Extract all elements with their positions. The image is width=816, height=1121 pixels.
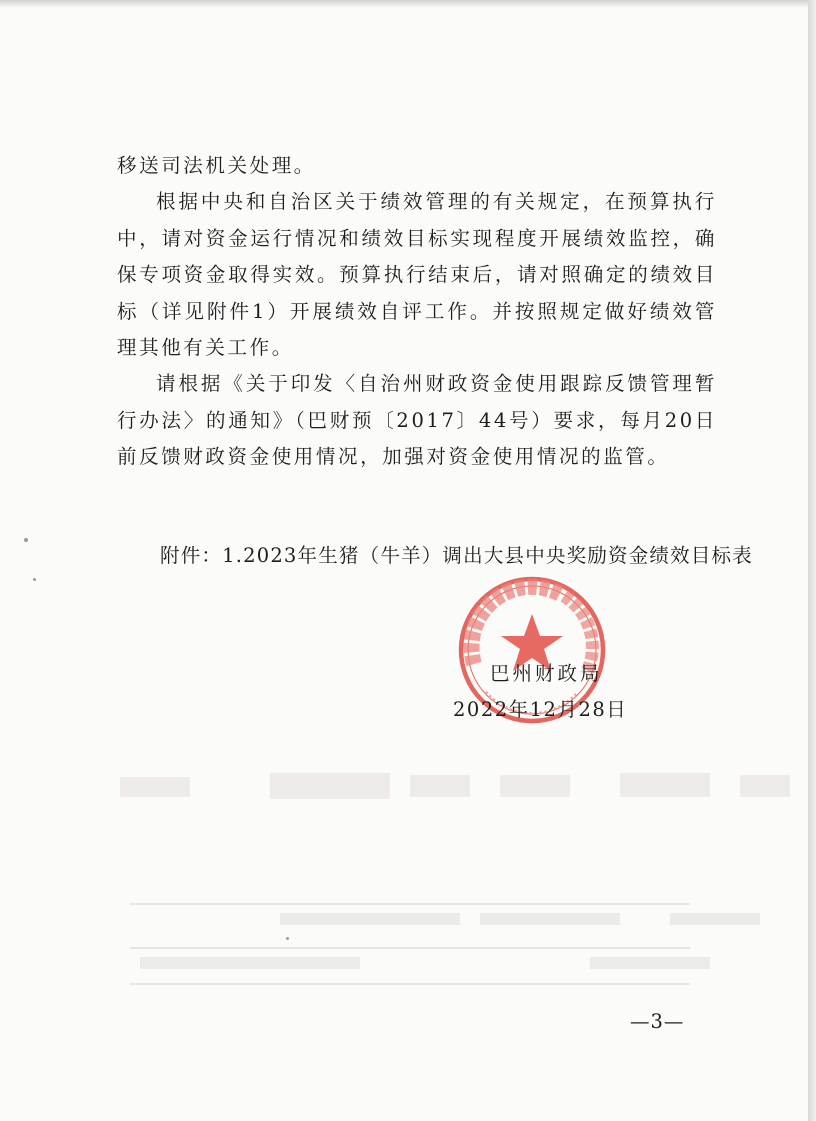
document-body: [117, 148, 717, 476]
scan-speck: [33, 578, 36, 581]
issue-date: 2022年12月28日: [453, 698, 628, 721]
bleed-through-background: [110, 755, 790, 1015]
paragraph-2: 根据中央和自治区关于绩效管理的有关规定，在预算执行中，请对资金运行情况和绩效目标实现程度开展绩效监控，确保专项资金取得实效。预算执行结束后，请对照确定的绩效目标（详见附件1）开展绩效自评工作。并按照规定做好绩效管理其他有关工作。: [117, 190, 717, 360]
scan-speck: [24, 538, 28, 542]
paragraph-1: 移送司法机关处理。: [117, 154, 316, 177]
scan-right-edge: [808, 0, 816, 1121]
scan-top-strip: [0, 0, 808, 8]
page-number: —3—: [630, 1010, 685, 1033]
paragraph-3: 请根据《关于印发〈自治州财政资金使用跟踪反馈管理暂行办法〉的通知》（巴财预〔2017〕44号）要求，每月20日前反馈财政资金使用情况，加强对资金使用情况的监管。: [117, 372, 717, 469]
signer-name: 巴州财政局: [490, 662, 603, 685]
attachment-line: 附件：1.2023年生猪（牛羊）调出大县中央奖励资金绩效目标表: [160, 544, 753, 567]
